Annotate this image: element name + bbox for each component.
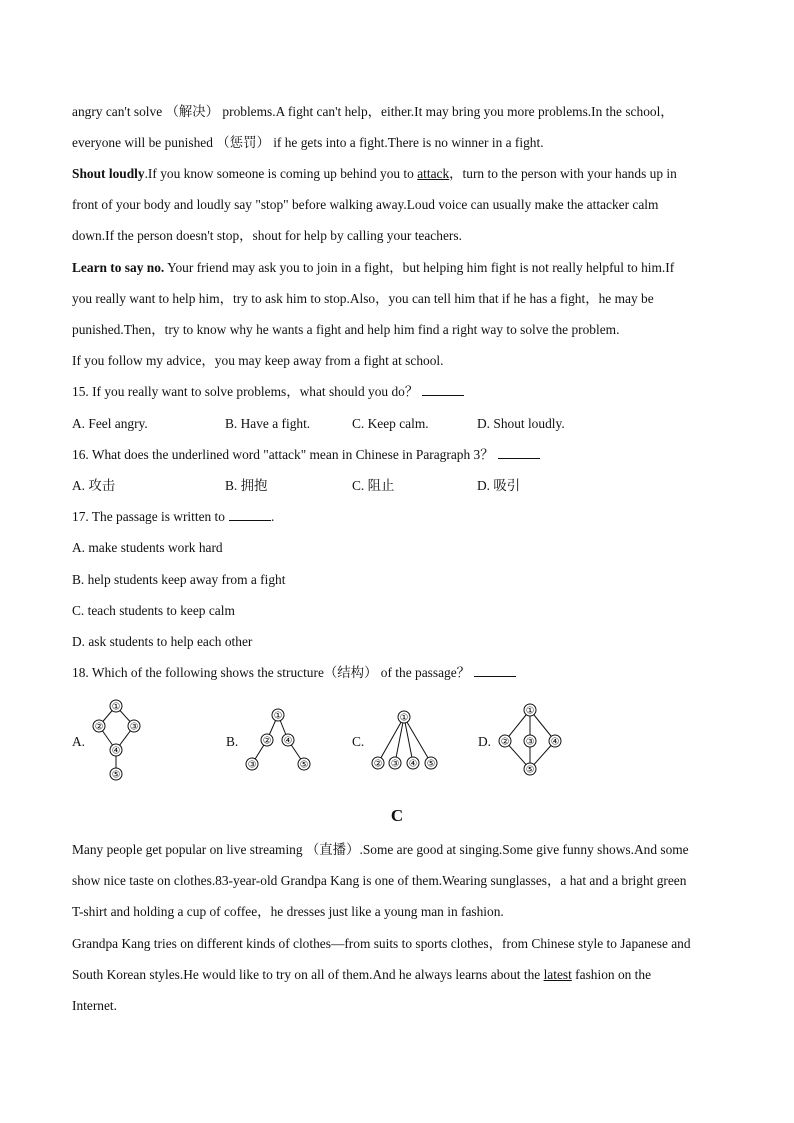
answer-blank[interactable]	[422, 384, 464, 396]
svg-text:⑤: ⑤	[426, 758, 436, 770]
passage-b-p2-line3: down.If the person doesn't stop，shout for help by calling your teachers.	[72, 228, 462, 243]
svg-text:⑤: ⑤	[525, 764, 535, 776]
passage-c-p2-line2	[72, 967, 651, 983]
node-2	[499, 735, 511, 748]
node-5	[425, 757, 437, 770]
svg-text:①: ①	[525, 705, 535, 717]
passage-c-p1-line1: Many people get popular on live streaming （直播）.Some are good at singing.Some give funny shows.And some	[72, 842, 689, 857]
svg-text:①: ①	[273, 710, 283, 722]
q18-option-c-label[interactable]: C.	[352, 734, 365, 749]
node-4	[407, 757, 419, 770]
node-2	[93, 720, 105, 733]
svg-text:④: ④	[408, 758, 418, 770]
p3-text: Your friend may ask you to join in a fight，but helping him fight is not really helpful to him.If	[164, 260, 675, 275]
section-heading-c: C	[390, 806, 404, 825]
answer-blank[interactable]	[229, 509, 271, 521]
svg-text:①: ①	[399, 712, 409, 724]
passage-b-p1-line1: angry can't solve （解决） problems.A fight can't help，either.It may bring you more problems.In the school，	[72, 104, 674, 119]
svg-text:③: ③	[390, 758, 400, 770]
node-3	[246, 758, 258, 771]
node-4	[110, 744, 122, 757]
passage-b-p1-line2: everyone will be punished （惩罚） if he gets into a fight.There is no winner in a fight.	[72, 135, 544, 150]
node-5	[524, 763, 536, 776]
question-17-end: .	[270, 509, 275, 524]
node-3	[389, 757, 401, 770]
svg-text:①: ①	[111, 701, 121, 713]
passage-b-p2-line2: front of your body and loudly say "stop" before walking away.Loud voice can usually make the attacker calm	[72, 197, 659, 212]
svg-text:②: ②	[373, 758, 383, 770]
node-1	[524, 704, 536, 717]
node-1	[110, 700, 122, 713]
node-4	[549, 735, 561, 748]
passage-b-p3-line3: punished.Then，try to know why he wants a fight and help him find a right way to solve the problem.	[72, 322, 620, 337]
passage-c-p2-line1: Grandpa Kang tries on different kinds of clothes—from suits to sports clothes，from Chinese style to Japanese and	[72, 936, 691, 951]
q16-option-c[interactable]: C. 阻止	[352, 478, 395, 493]
learn-to-say-no-heading: Learn to say no.	[72, 260, 165, 275]
node-2	[261, 734, 273, 747]
q17-option-c[interactable]: C. teach students to keep calm	[72, 603, 235, 618]
q17-option-d[interactable]: D. ask students to help each other	[72, 634, 253, 649]
svg-text:②: ②	[94, 721, 104, 733]
svg-text:③: ③	[247, 759, 257, 771]
q16-option-d[interactable]: D. 吸引	[477, 478, 521, 493]
passage-b-p3-line1	[72, 260, 674, 276]
svg-text:④: ④	[111, 745, 121, 757]
underlined-latest: latest	[543, 967, 572, 982]
node-5	[110, 768, 122, 781]
svg-text:②: ②	[262, 735, 272, 747]
passage-b-p3-line2: you really want to help him，try to ask him to stop.Also，you can tell him that if he has a fight，he may be	[72, 291, 654, 306]
passage-b-p2-line1	[72, 166, 677, 182]
q16-option-b[interactable]: B. 拥抱	[225, 478, 268, 493]
node-1	[398, 711, 410, 724]
question-18-text: 18. Which of the following shows the structure（结构） of the passage？	[72, 665, 471, 680]
question-16	[72, 447, 540, 463]
svg-text:③: ③	[129, 721, 139, 733]
q15-option-d[interactable]: D. Shout loudly.	[477, 416, 565, 431]
svg-text:③: ③	[525, 736, 535, 748]
p2c-text-a: South Korean styles.He would like to try on all of them.And he always learns about the	[72, 967, 544, 982]
q18-option-d-label[interactable]: D.	[478, 734, 492, 749]
p2-text-b: ，turn to the person with your hands up in	[449, 166, 677, 181]
passage-c-p1-line2: show nice taste on clothes.83-year-old Grandpa Kang is one of them.Wearing sunglasses，a hat and a bright green	[72, 873, 687, 888]
q17-option-b[interactable]: B. help students keep away from a fight	[72, 572, 286, 587]
structure-diagram-c[interactable]	[366, 707, 446, 773]
node-3	[524, 735, 536, 748]
node-4	[282, 734, 294, 747]
node-5	[298, 758, 310, 771]
svg-text:②: ②	[500, 736, 510, 748]
svg-text:④: ④	[550, 736, 560, 748]
q18-option-a-label[interactable]: A.	[72, 734, 86, 749]
node-3	[128, 720, 140, 733]
question-16-text: 16. What does the underlined word "attack" mean in Chinese in Paragraph 3？	[72, 447, 494, 462]
passage-c-p2-line3: Internet.	[72, 998, 117, 1013]
underlined-attack: attack	[417, 166, 450, 181]
p2-text-a: .If you know someone is coming up behind you to	[144, 166, 418, 181]
q18-option-b-label[interactable]: B.	[226, 734, 239, 749]
structure-diagram-d[interactable]	[495, 701, 565, 779]
question-17	[72, 509, 274, 525]
svg-text:⑤: ⑤	[299, 759, 309, 771]
answer-blank[interactable]	[474, 665, 516, 677]
structure-diagram-a[interactable]	[85, 697, 155, 783]
question-18	[72, 665, 516, 681]
q16-option-a[interactable]: A. 攻击	[72, 478, 116, 493]
shout-loudly-heading: Shout loudly	[72, 166, 145, 181]
p2c-text-b: fashion on the	[571, 967, 652, 982]
passage-b-p4: If you follow my advice，you may keep away from a fight at school.	[72, 353, 444, 368]
q15-option-b[interactable]: B. Have a fight.	[225, 416, 311, 431]
question-17-text: 17. The passage is written to	[72, 509, 225, 524]
question-15-text: 15. If you really want to solve problems，what should you do？	[72, 384, 419, 399]
svg-text:④: ④	[283, 735, 293, 747]
passage-c-p1-line3: T-shirt and holding a cup of coffee，he dresses just like a young man in fashion.	[72, 904, 504, 919]
node-2	[372, 757, 384, 770]
node-1	[272, 709, 284, 722]
svg-text:⑤: ⑤	[111, 769, 121, 781]
q15-option-a[interactable]: A. Feel angry.	[72, 416, 148, 431]
q17-option-a[interactable]: A. make students work hard	[72, 540, 223, 555]
structure-diagram-b[interactable]	[240, 705, 320, 775]
question-15	[72, 384, 464, 400]
answer-blank[interactable]	[498, 447, 540, 459]
q15-option-c[interactable]: C. Keep calm.	[352, 416, 429, 431]
